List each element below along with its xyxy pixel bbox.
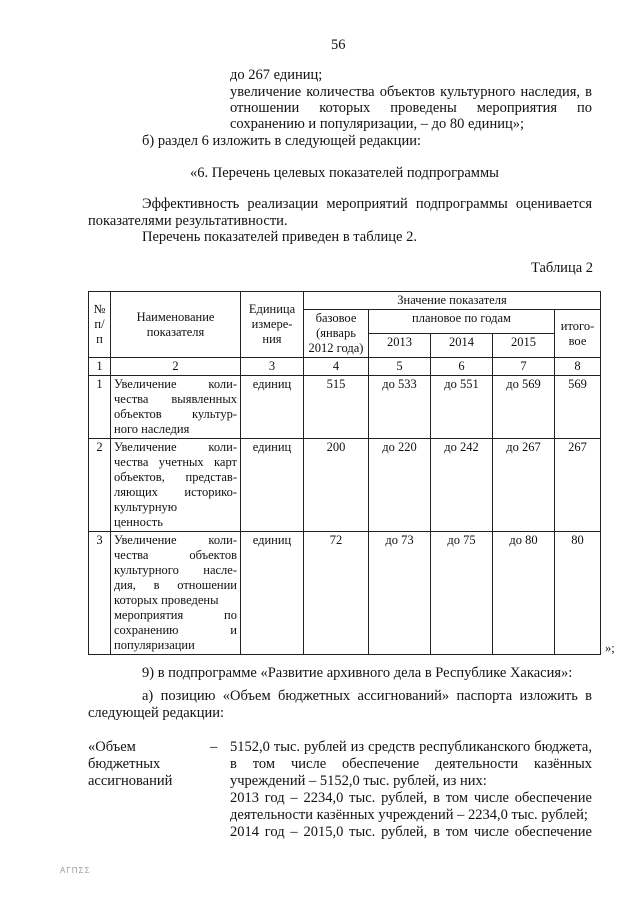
row-name-line: Увеличение коли-	[114, 533, 237, 547]
row-name-line: Увеличение коли-	[114, 377, 237, 391]
row-name-line: мероприятия по	[114, 608, 237, 622]
row-num: 3	[89, 532, 111, 655]
row-base: 515	[304, 376, 369, 439]
row-total: 80	[555, 532, 601, 655]
row-2013: до 73	[369, 532, 431, 655]
row-2014: до 75	[431, 532, 493, 655]
row-name-line: культурную	[114, 500, 178, 514]
table-row	[89, 532, 601, 655]
passport-line: деятельности казённых учреждений – 2234,0 тыс. рублей;	[230, 807, 588, 823]
paragraph-b: б) раздел 6 изложить в следующей редакции:	[142, 133, 421, 149]
intro-line: отношении которых проведены мероприятия по	[230, 100, 592, 116]
header-planned: плановое по годам	[369, 310, 555, 334]
item-9: 9) в подпрограмме «Развитие архивного дела в Республике Хакасия»:	[142, 665, 573, 681]
row-name-line: чества учетных карт	[114, 455, 237, 469]
row-num: 2	[89, 439, 111, 532]
header-year: 2014	[431, 334, 493, 358]
column-number: 4	[304, 358, 369, 376]
row-unit: единиц	[241, 439, 304, 532]
row-2014: до 242	[431, 439, 493, 532]
row-2015: до 569	[493, 376, 555, 439]
passport-label-line: «Объем	[88, 739, 136, 755]
table-row	[89, 376, 601, 439]
row-name-line: Увеличение коли-	[114, 440, 237, 454]
row-name-line: популяризации	[114, 638, 195, 652]
column-number: 3	[241, 358, 304, 376]
header-name: Наименование показателя	[111, 292, 241, 358]
row-unit: единиц	[241, 532, 304, 655]
header-unit: Единица измере-ния	[241, 292, 304, 358]
table-row	[89, 439, 601, 532]
row-2015: до 80	[493, 532, 555, 655]
row-name-line: культурного насле-	[114, 563, 237, 577]
row-base: 72	[304, 532, 369, 655]
row-name-line: объектов культур-	[114, 407, 237, 421]
header-num: № п/п	[89, 292, 111, 358]
column-number: 1	[89, 358, 111, 376]
intro-line: сохранению и популяризации, – до 80 единиц»;	[230, 116, 525, 132]
row-name-line: ценность	[114, 515, 163, 529]
table-header-row	[89, 292, 601, 310]
row-name	[111, 439, 241, 532]
table-caption: Таблица 2	[531, 260, 594, 276]
row-unit: единиц	[241, 376, 304, 439]
header-value-group: Значение показателя	[304, 292, 601, 310]
header-total: итого-вое	[555, 310, 601, 358]
table-closing-mark: »;	[605, 641, 615, 655]
section-heading: «6. Перечень целевых показателей подпрограммы	[190, 165, 499, 181]
passport-line: 5152,0 тыс. рублей из средств республиканского бюджета,	[230, 739, 592, 755]
row-name	[111, 532, 241, 655]
row-2014: до 551	[431, 376, 493, 439]
passport-line: в том числе обеспечение деятельности казённых	[230, 756, 592, 772]
paragraph-line: Перечень показателей приведен в таблице 2.	[142, 229, 417, 245]
row-name-line: дия, в отношении	[114, 578, 237, 592]
intro-line: увеличение количества объектов культурного наследия, в	[230, 84, 592, 100]
row-2015: до 267	[493, 439, 555, 532]
column-number: 6	[431, 358, 493, 376]
passport-dash: –	[210, 739, 218, 755]
page-number: 56	[331, 37, 346, 53]
row-name-line: чества выявленных	[114, 392, 237, 406]
intro-line: до 267 единиц;	[230, 67, 323, 83]
column-number-row	[89, 358, 601, 376]
row-2013: до 220	[369, 439, 431, 532]
passport-line: 2013 год – 2234,0 тыс. рублей, в том числе обеспечение	[230, 790, 592, 806]
paragraph-line: показателями результативности.	[88, 213, 288, 229]
row-base: 200	[304, 439, 369, 532]
passport-line: учреждений – 5152,0 тыс. рублей, из них:	[230, 773, 487, 789]
row-name-line: ляющих историко-	[114, 485, 237, 499]
row-total: 569	[555, 376, 601, 439]
paragraph-a: следующей редакции:	[88, 705, 225, 721]
row-name-line: ного наследия	[114, 422, 190, 436]
row-total: 267	[555, 439, 601, 532]
row-name-line: сохранению и	[114, 623, 237, 637]
row-name-line: объектов, представ-	[114, 470, 237, 484]
row-name	[111, 376, 241, 439]
column-number: 7	[493, 358, 555, 376]
passport-label-line: ассигнований	[88, 773, 173, 789]
header-base: базовое (январь 2012 года)	[304, 310, 369, 358]
row-2013: до 533	[369, 376, 431, 439]
footer-mark: ΑΓΠΣΣ	[60, 866, 91, 875]
header-year: 2013	[369, 334, 431, 358]
passport-line: 2014 год – 2015,0 тыс. рублей, в том числе обеспечение	[230, 824, 592, 840]
paragraph-line: Эффективность реализации мероприятий подпрограммы оценивается	[142, 196, 592, 212]
passport-label-line: бюджетных	[88, 756, 161, 772]
header-year: 2015	[493, 334, 555, 358]
row-name-line: чества объектов	[114, 548, 237, 562]
column-number: 2	[111, 358, 241, 376]
indicators-table	[88, 291, 601, 655]
row-name-line: которых проведены	[114, 593, 219, 607]
row-num: 1	[89, 376, 111, 439]
column-number: 8	[555, 358, 601, 376]
column-number: 5	[369, 358, 431, 376]
paragraph-a: а) позицию «Объем бюджетных ассигнований» паспорта изложить в	[142, 688, 592, 704]
